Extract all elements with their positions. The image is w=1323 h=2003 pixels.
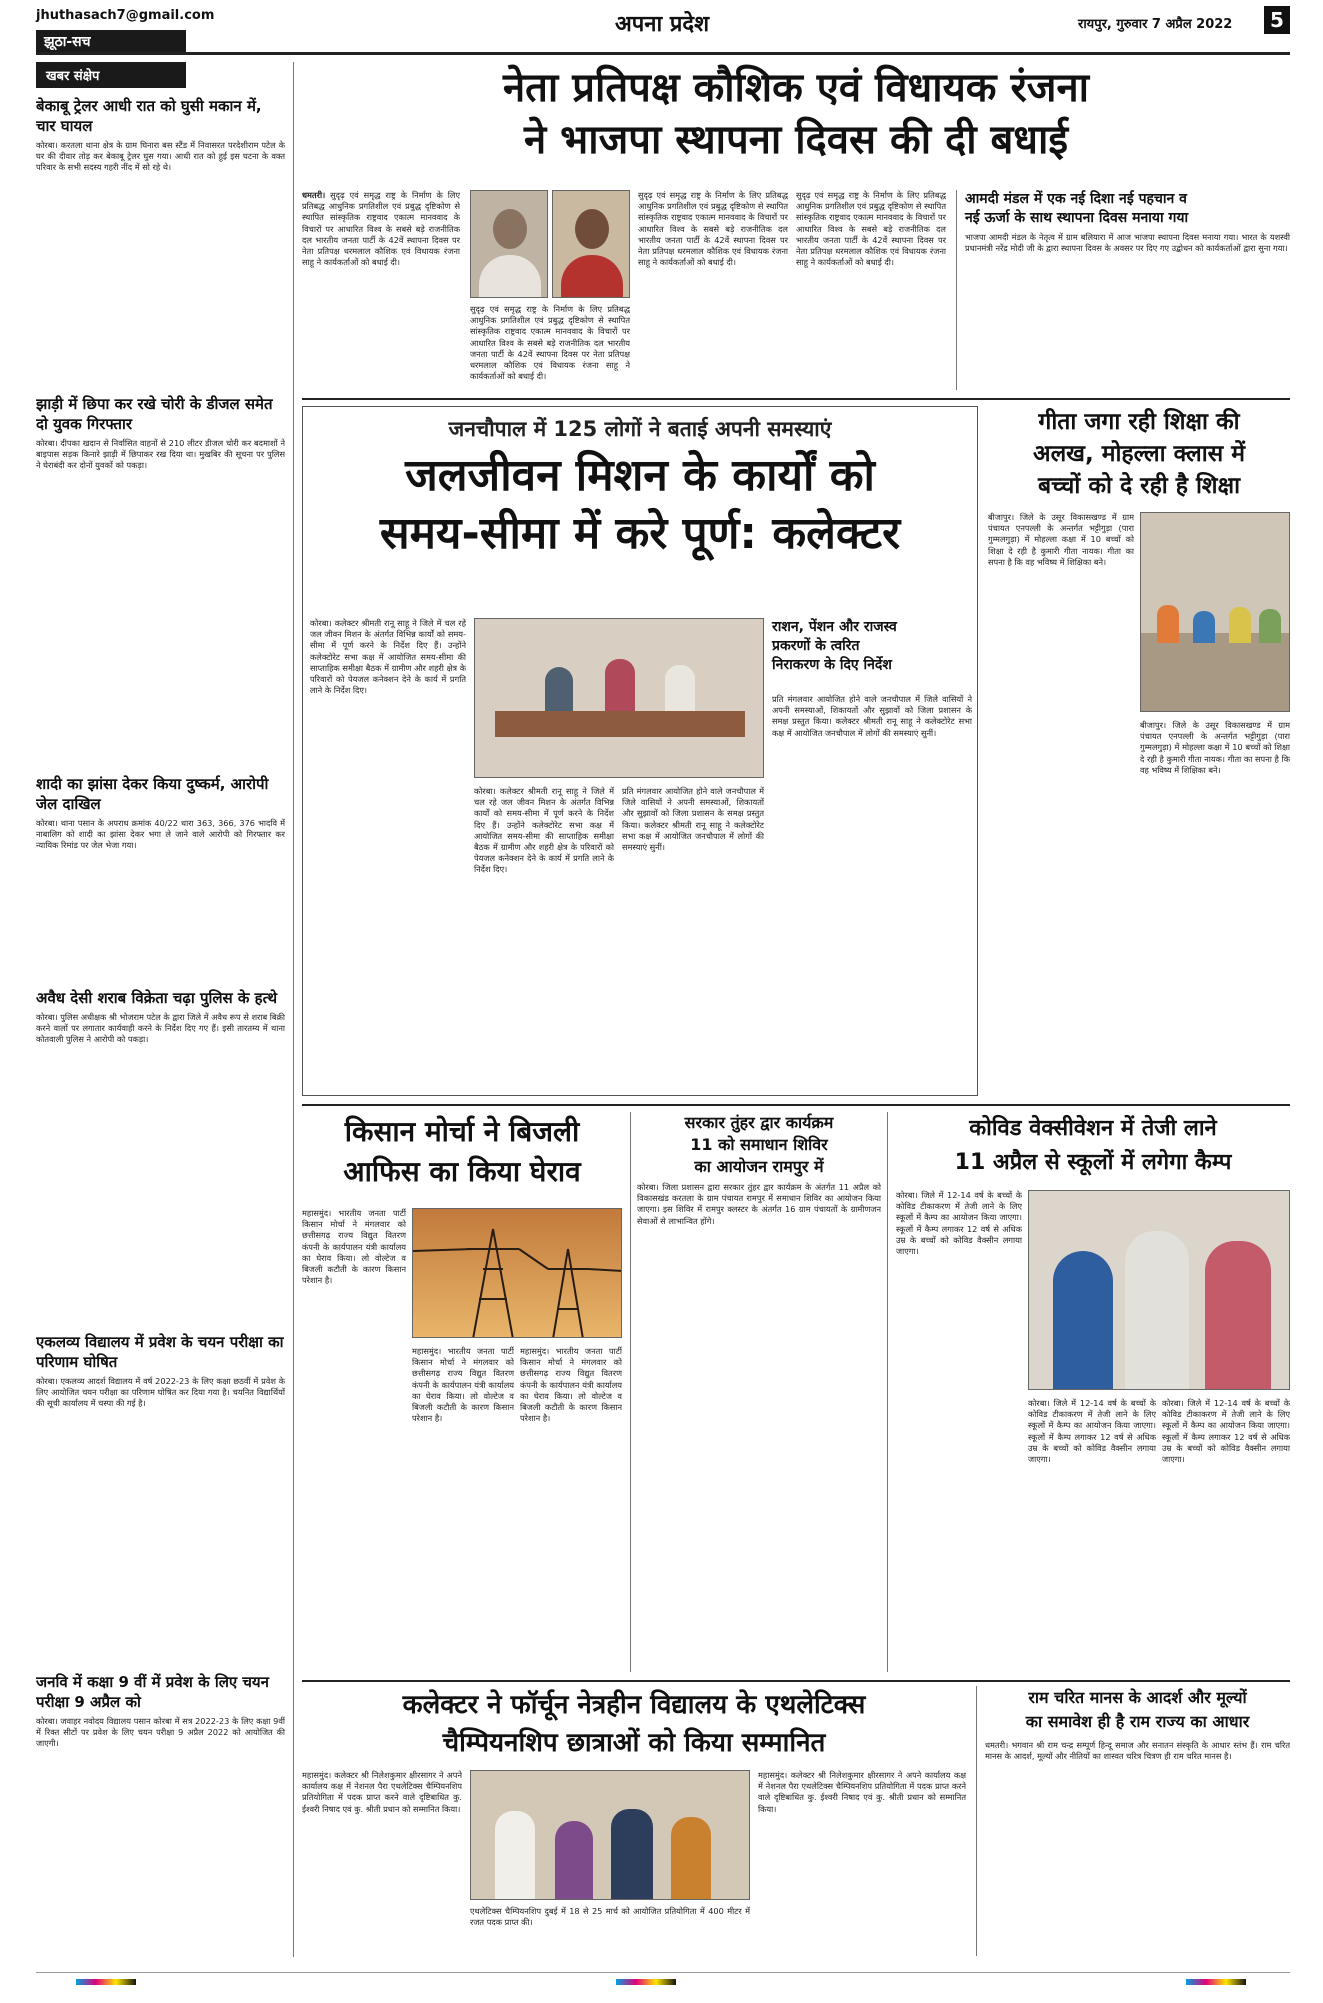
jal-headline-line2: समय-सीमा में करे पूर्ण: कलेक्टर [379, 508, 901, 559]
jal-subhead-line1: राशन, पेंशन और राजस्व [772, 619, 897, 635]
lead-column [796, 190, 946, 390]
masthead-brand: झूठा-सच [36, 30, 186, 52]
filler-text: कोरबा। जिले में 12-14 वर्ष के बच्चों के कोविड टीकाकरण में तेजी लाने के लिए स्कूलों में कैम्प का आयोजन किया जाएगा। स्कूलों में कैम्प लगाकर 12 वर्ष से अधिक उम्र के बच्चों को कोविड वैक्सीन लगाया जाएगा। [1028, 1398, 1156, 1465]
person [495, 1811, 535, 1900]
filler-text: महासमुंद। भारतीय जनता पार्टी किसान मोर्चा ने मंगलवार को छत्तीसगढ़ राज्य विद्युत वितरण कंपनी के कार्यपालन यंत्री कार्यालय का घेराव किया। लो वोल्टेज व बिजली कटौती के कारण किसान परेशान है। [412, 1346, 514, 1424]
lead-body-text: सुदृढ़ एवं समृद्ध राष्ट्र के निर्माण के लिए प्रतिबद्ध आधुनिक प्रगतिशील एवं प्रबुद्ध दृष्टिकोण से स्थापित सांस्कृतिक राष्ट्रवाद एकात्म मानववाद के विचारों पर आधारित विश्व के सबसे बड़े राजनीतिक दल भारतीय जनता पार्टी के 42वें स्थापना दिवस पर नेता प्रतिपक्ष धरमलाल कौशिक एवं विधायक रंजना साहू ने कार्यकर्ताओं को बधाई दी। [302, 190, 460, 268]
filler-text: प्रति मंगलवार आयोजित होने वाले जनचौपाल में जिले वासियों ने अपनी समस्याओं, शिकायतों और सुझावों को जिला प्रशासन के समक्ष प्रस्तुत किया। कलेक्टर श्रीमती रानू साहू ने कलेक्टोरेट सभा कक्ष में आयोजित जनचौपाल में लोगों की समस्याएं सुनीं। [622, 786, 764, 853]
mandal-headline-line2: नई ऊर्जा के साथ स्थापना दिवस मनाया गया [965, 210, 1189, 226]
footer-register-mark [36, 1972, 1290, 1990]
jal-headline-line1: जलजीवन मिशन के कार्यों को [405, 450, 875, 501]
kisan-column [520, 1346, 622, 1670]
covid-headline-line2: 11 अप्रैल से स्कूलों में लगेगा कैम्प [954, 1150, 1232, 1175]
felicitation-photo [470, 1770, 750, 1900]
student [1259, 609, 1281, 643]
dateline: रायपुर, गुरुवार 7 अप्रैल 2022 [1078, 17, 1233, 32]
sidebar-item-title: शादी का झांसा देकर किया दुष्कर्म, आरोपी जेल दाखिल [36, 775, 269, 813]
covid-body: कोरबा। जिले में 12-14 वर्ष के बच्चों के कोविड टीकाकरण में तेजी लाने के लिए स्कूलों में कैम्प का आयोजन किया जाएगा। स्कूलों में कैम्प लगाकर 12 वर्ष से अधिक उम्र के बच्चों को कोविड वैक्सीन लगाया जाएगा। [896, 1190, 1022, 1257]
sarkar-headline-line1: सरकार तुंहर द्वार कार्यक्रम [684, 1113, 834, 1132]
filler-text: कोरबा। कलेक्टर श्रीमती रानू साहू ने जिले में चल रहे जल जीवन मिशन के अंतर्गत विभिन्न कार्यों को समय-सीमा में पूर्ण करने के निर्देश दिए हैं। उन्होंने कलेक्टोरेट सभा कक्ष में आयोजित समय-सीमा की साप्ताहिक समीक्षा बैठक में ग्रामीण और शहरी क्षेत्र के परिवारों को पेयजल कनेक्शन देने के कार्य में प्रगति लाने के निर्देश दिए। [474, 786, 614, 875]
covid-column [1162, 1398, 1290, 1670]
filler-text: महासमुंद। भारतीय जनता पार्टी किसान मोर्चा ने मंगलवार को छत्तीसगढ़ राज्य विद्युत वितरण कंपनी के कार्यपालन यंत्री कार्यालय का घेराव किया। लो वोल्टेज व बिजली कटौती के कारण किसान परेशान है। [520, 1346, 622, 1424]
meeting-person [545, 667, 573, 711]
person [555, 1821, 593, 1900]
section-divider [302, 1104, 1290, 1106]
gita-headline-line1: गीता जगा रही शिक्षा की [1038, 409, 1240, 435]
gita-headline-line3: बच्चों को दे रही है शिक्षा [1037, 473, 1241, 499]
portrait-shoulders [561, 255, 623, 298]
jal-body: कोरबा। कलेक्टर श्रीमती रानू साहू ने जिले में चल रहे जल जीवन मिशन के अंतर्गत विभिन्न कार्यों को समय-सीमा में पूर्ण करने के निर्देश दिए हैं। उन्होंने कलेक्टोरेट सभा कक्ष में आयोजित समय-सीमा की साप्ताहिक समीक्षा बैठक में ग्रामीण और शहरी क्षेत्र के परिवारों को पेयजल कनेक्शन देने के कार्य में प्रगति लाने के निर्देश दिए। [310, 618, 466, 696]
child [1053, 1251, 1113, 1390]
color-swatch [616, 1979, 676, 1985]
jal-sub-body: प्रति मंगलवार आयोजित होने वाले जनचौपाल में जिले वासियों ने अपनी समस्याओं, शिकायतों और सुझावों को जिला प्रशासन के समक्ष प्रस्तुत किया। कलेक्टर श्रीमती रानू साहू ने कलेक्टोरेट सभा कक्ष में आयोजित जनचौपाल में लोगों की समस्याएं सुनीं। [772, 694, 972, 738]
filler-text: कोरबा। जिले में 12-14 वर्ष के बच्चों के कोविड टीकाकरण में तेजी लाने के लिए स्कूलों में कैम्प का आयोजन किया जाएगा। स्कूलों में कैम्प लगाकर 12 वर्ष से अधिक उम्र के बच्चों को कोविड वैक्सीन लगाया जाएगा। [1162, 1398, 1290, 1465]
sidebar-item-body: कोरबा। एकलव्य आदर्श विद्यालय में वर्ष 2022-23 के लिए कक्षा छठवीं में प्रवेश के लिए आयोजित चयन परीक्षा का परिणाम घोषित कर दिया गया है। चयनित विद्यार्थियों की सूची कार्यालय में चस्पा की गई है। [36, 1376, 285, 1409]
sidebar-item-title: जनवि में कक्षा 9 वीं में प्रवेश के लिए चयन परीक्षा 9 अप्रैल को [36, 1673, 269, 1711]
mandal-story [956, 190, 1290, 390]
jal-column [474, 786, 614, 1088]
student [1193, 611, 1215, 643]
lead-dateline: धमतरी। [302, 190, 326, 200]
filler-text: सुदृढ़ एवं समृद्ध राष्ट्र के निर्माण के लिए प्रतिबद्ध आधुनिक प्रगतिशील एवं प्रबुद्ध दृष्टिकोण से स्थापित सांस्कृतिक राष्ट्रवाद एकात्म मानववाद के विचारों पर आधारित विश्व के सबसे बड़े राजनीतिक दल भारतीय जनता पार्टी के 42वें स्थापना दिवस पर नेता प्रतिपक्ष धरमलाल कौशिक एवं विधायक रंजना साहू ने कार्यकर्ताओं को बधाई दी। [470, 304, 630, 382]
meeting-person [605, 659, 635, 711]
sidebar-item [36, 1332, 293, 1672]
sidebar-item [36, 1672, 293, 1942]
covid-headline-line1: कोविड वेक्सीवेशन में तेजी लाने [969, 1116, 1217, 1141]
jal-kicker: जनचौपाल में 125 लोगों ने बताई अपनी समस्याएं [448, 417, 832, 441]
sidebar-item-title: एकलव्य विद्यालय में प्रवेश के चयन परीक्षा का परिणाम घोषित [36, 1333, 284, 1371]
section-title: अपना प्रदेश [615, 12, 710, 37]
portrait-shoulders [479, 255, 541, 298]
athletics-column [758, 1770, 966, 1956]
vaccination-photo [1028, 1190, 1290, 1390]
covid-column [1028, 1398, 1156, 1670]
sidebar-item-title: बेकाबू ट्रेलर आधी रात को घुसी मकान में, चार घायल [36, 97, 262, 135]
sidebar-item-body: कोरबा। जवाहर नवोदय विद्यालय पसान कोरबा में सत्र 2022-23 के लिए कक्षा 9वीं में रिक्त सीटों पर प्रवेश के लिए चयन परीक्षा 9 अप्रैल 2022 को आयोजित की जाएगी। [36, 1716, 285, 1749]
sarkar-story [630, 1112, 888, 1672]
meeting-photo [474, 618, 764, 778]
kisan-headline-line2: आफिस का किया घेराव [343, 1155, 581, 1188]
gita-body: बीजापुर। जिले के उसूर विकासखण्ड में ग्राम पंचायत एनपल्ली के अन्तर्गत भट्टीगुड़ा (पारा गुम्मलगुड़ा) में मोहल्ला कक्षा में 10 बच्चों को शिक्षा दे रही है कुमारी गीता नायक। गीता का सपना है कि वह भविष्य में शिक्षिका बने। [988, 512, 1134, 567]
lead-headline-line1: नेता प्रतिपक्ष कौशिक एवं विधायक रंजना [502, 65, 1090, 111]
color-swatch [76, 1979, 136, 1985]
section-divider [302, 1680, 1290, 1682]
athletics-caption: एथलेटिक्स चैम्पियनशिप दुबई में 18 से 25 मार्च को आयोजित प्रतियोगिता में 400 मीटर में रजत पदक प्राप्त की। [470, 1906, 750, 1928]
sidebar-item [36, 394, 293, 774]
lead-headline-line2: ने भाजपा स्थापना दिवस की दी बधाई [524, 117, 1068, 163]
sidebar-item-body: कोरबा। दीपका खदान से निर्वासित वाहनों से 210 लीटर डीजल चोरी कर बदमाशों ने बाइपास सड़क किनारे झाड़ी में छिपाकर रख दिया था। मुखबिर की सूचना पर पुलिस ने घेराबंदी कर दोनों युवकों को पकड़ा। [36, 438, 285, 471]
sidebar-item-body: कोरबा। करतला थाना क्षेत्र के ग्राम घिनारा बस स्टैंड में निवासरत परदेशीराम पटेल के घर की दीवार तोड़ कर बेकाबू ट्रेलर घुस गया। आधी रात को हुई इस घटना के वक्त परिवार के सभी सदस्य गहरी नींद में सो रहे थे। [36, 140, 285, 173]
kisan-body: महासमुंद। भारतीय जनता पार्टी किसान मोर्चा ने मंगलवार को छत्तीसगढ़ राज्य विद्युत वितरण कंपनी के कार्यपालन यंत्री कार्यालय का घेराव किया। लो वोल्टेज व बिजली कटौती के कारण किसान परेशान है। [302, 1208, 406, 1286]
lead-column [638, 190, 788, 390]
jal-subhead-line3: निराकरण के दिए निर्देश [772, 657, 892, 673]
sidebar-item-title: झाड़ी में छिपा कर रखे चोरी के डीजल समेत दो युवक गिरफ्तार [36, 395, 273, 433]
powerline-photo [412, 1208, 622, 1338]
sidebar-item-body: कोरबा। थाना पसान के अपराध क्रमांक 40/22 धारा 363, 366, 376 भादवि में नाबालिग को शादी का झांसा देकर भगा ले जाने वाले आरोपी को गिरफ्तार कर न्यायिक रिमांड पर जेल भेजा गया। [36, 818, 285, 851]
student [1229, 607, 1251, 643]
filler-text: सुदृढ़ एवं समृद्ध राष्ट्र के निर्माण के लिए प्रतिबद्ध आधुनिक प्रगतिशील एवं प्रबुद्ध दृष्टिकोण से स्थापित सांस्कृतिक राष्ट्रवाद एकात्म मानववाद के विचारों पर आधारित विश्व के सबसे बड़े राजनीतिक दल भारतीय जनता पार्टी के 42वें स्थापना दिवस पर नेता प्रतिपक्ष धरमलाल कौशिक एवं विधायक रंजना साहू ने कार्यकर्ताओं को बधाई दी। [638, 190, 788, 268]
lead-column [470, 304, 630, 390]
meeting-person [665, 665, 695, 711]
child [1125, 1231, 1189, 1390]
gita-column [1140, 720, 1290, 1088]
kisan-column [412, 1346, 514, 1670]
athletics-headline-line2: चैम्पियनशिप छात्राओं को किया सम्मानित [442, 1728, 826, 1758]
nurse [1205, 1241, 1271, 1390]
person [611, 1809, 653, 1900]
portrait-photo [552, 190, 630, 298]
sarkar-headline-line2: 11 को समाधान शिविर [690, 1135, 828, 1154]
kisan-headline-line1: किसान मोर्चा ने बिजली [344, 1115, 580, 1148]
sidebar-item [36, 774, 293, 988]
masthead-email[interactable]: jhuthasach7@gmail.com [36, 8, 215, 23]
jal-column [622, 786, 764, 1088]
portrait-head [575, 209, 609, 249]
classroom-floor [1141, 633, 1290, 712]
sidebar-item-body: कोरबा। पुलिस अधीक्षक श्री भोजराम पटेल के द्वारा जिले में अवैध रूप से शराब बिक्री करने वालों पर लगातार कार्यवाही करने के निर्देश दिए गए हैं। इसी तारतम्य में थाना कोतवाली पुलिस ने आरोपी को पकड़ा। [36, 1012, 285, 1045]
pylon-icon [413, 1209, 622, 1338]
ram-story [976, 1686, 1290, 1956]
page-number: 5 [1264, 6, 1290, 34]
filler-text: सुदृढ़ एवं समृद्ध राष्ट्र के निर्माण के लिए प्रतिबद्ध आधुनिक प्रगतिशील एवं प्रबुद्ध दृष्टिकोण से स्थापित सांस्कृतिक राष्ट्रवाद एकात्म मानववाद के विचारों पर आधारित विश्व के सबसे बड़े राजनीतिक दल भारतीय जनता पार्टी के 42वें स्थापना दिवस पर नेता प्रतिपक्ष धरमलाल कौशिक एवं विधायक रंजना साहू ने कार्यकर्ताओं को बधाई दी। [796, 190, 946, 268]
classroom-photo [1140, 512, 1290, 712]
portrait-photo [470, 190, 548, 298]
section-divider [302, 398, 1290, 400]
sidebar [36, 62, 294, 1957]
portrait-head [493, 209, 527, 249]
sarkar-body: कोरबा। जिला प्रशासन द्वारा सरकार तुंहर द्वार कार्यक्रम के अंतर्गत 11 अप्रैल को विकासखंड करतला के ग्राम पंचायत रामपुर में समाधान शिविर का आयोजन किया जाएगा। इस शिविर में रामपुर क्लस्टर के अंतर्गत 16 ग्राम पंचायतों के ग्रामीणजन सेवाओं से लाभान्वित होंगे। [637, 1182, 881, 1226]
student [1157, 605, 1179, 643]
ram-headline-line1: राम चरित मानस के आदर्श और मूल्यों [1028, 1688, 1247, 1707]
jal-subhead [772, 618, 972, 688]
filler-text: बीजापुर। जिले के उसूर विकासखण्ड में ग्राम पंचायत एनपल्ली के अन्तर्गत भट्टीगुड़ा (पारा गुम्मलगुड़ा) में मोहल्ला कक्षा में 10 बच्चों को शिक्षा दे रही है कुमारी गीता नायक। गीता का सपना है कि वह भविष्य में शिक्षिका बने। [1140, 720, 1290, 775]
ram-headline-line2: का समावेश ही है राम राज्य का आधार [1025, 1712, 1250, 1731]
lead-body [302, 190, 460, 390]
mandal-body: भाजपा आमदी मंडल के नेतृत्व में ग्राम बलियारा में आज भाजपा स्थापना दिवस मनाया गया। भारत के यशस्वी प्रधानमंत्री नरेंद्र मोदी जी के द्वारा स्थापना दिवस के अवसर पर दिए गए उद्बोधन को कार्यकर्ताओं द्वारा सुना गया। [965, 232, 1290, 254]
sidebar-item-title: अवैध देसी शराब विक्रेता चढ़ा पुलिस के हत्थे [36, 989, 278, 1007]
sidebar-heading: खबर संक्षेप [36, 62, 186, 88]
masthead-rule [36, 52, 1290, 55]
athletics-headline-line1: कलेक्टर ने फॉर्चून नेत्रहीन विद्यालय के एथलेटिक्स [402, 1690, 866, 1720]
meeting-table [495, 711, 745, 737]
sidebar-item [36, 988, 293, 1332]
filler-text: महासमुंद। कलेक्टर श्री निलेशकुमार क्षीरसागर ने अपने कार्यालय कक्ष में नेशनल पैरा एथलेटिक्स चैम्पियनशिप प्रतियोगिता में पदक प्राप्त करने वाले दृष्टिबाधित कु. ईश्वरी निषाद एवं कु. श्रीती प्रधान को सम्मानित किया। [758, 1770, 966, 1814]
ram-body: धमतरी। भगवान श्री राम चन्द्र सम्पूर्ण हिन्दू समाज और सनातन संस्कृति के आधार स्तंभ हैं। राम चरित मानस के आदर्श, मूल्यों और नीतियों का शास्वत चरित्र चित्रण ही राम चरित मानस है। [985, 1740, 1290, 1762]
mandal-headline-line1: आमदी मंडल में एक नई दिशा नई पहचान व [965, 191, 1187, 207]
person [671, 1817, 711, 1900]
sidebar-item [36, 96, 293, 394]
sarkar-headline-line3: का आयोजन रामपुर में [694, 1157, 824, 1176]
gita-headline-line2: अलख, मोहल्ला क्लास में [1033, 441, 1245, 467]
athletics-body: महासमुंद। कलेक्टर श्री निलेशकुमार क्षीरसागर ने अपने कार्यालय कक्ष में नेशनल पैरा एथलेटिक्स चैम्पियनशिप प्रतियोगिता में पदक प्राप्त करने वाले दृष्टिबाधित कु. ईश्वरी निषाद एवं कु. श्रीती प्रधान को सम्मानित किया। [302, 1770, 462, 1814]
color-swatch [1186, 1979, 1246, 1985]
jal-subhead-line2: प्रकरणों के त्वरित [772, 638, 860, 654]
